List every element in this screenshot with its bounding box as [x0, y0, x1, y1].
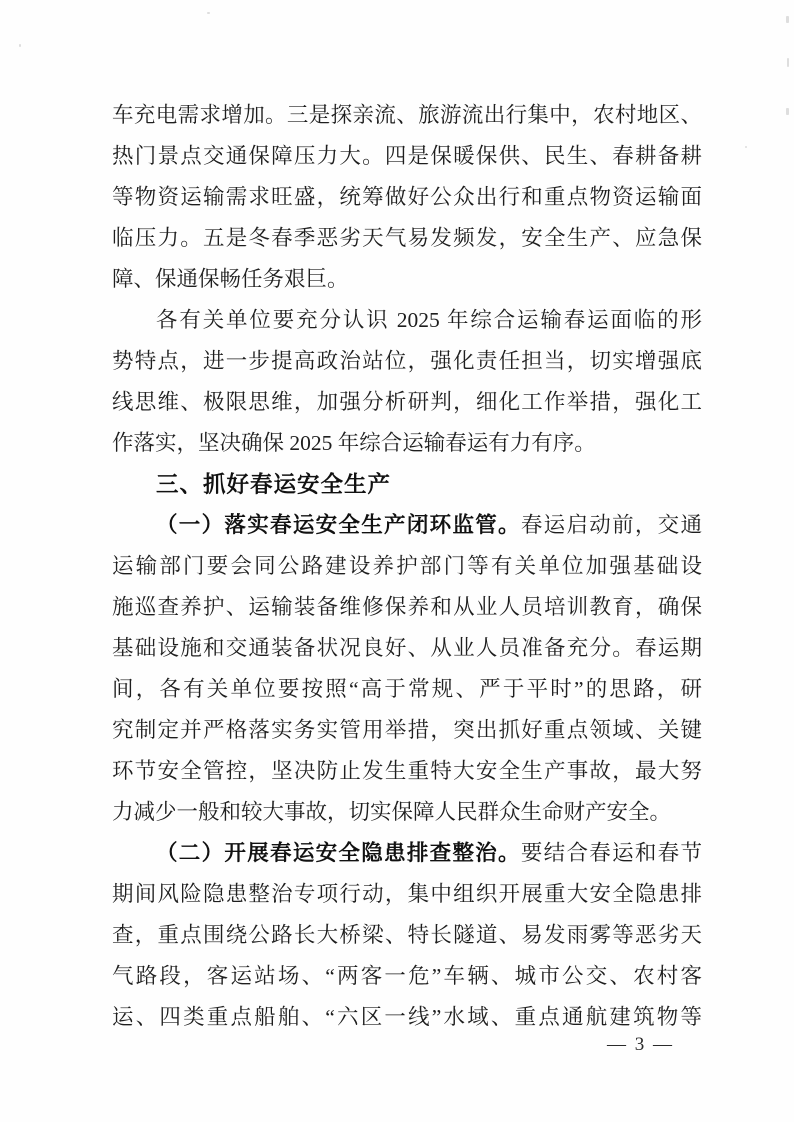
emphasis-text: （一）落实春运安全生产闭环监管。 [156, 513, 521, 537]
text-line [112, 587, 702, 628]
text-line [112, 751, 702, 792]
paragraph [112, 833, 702, 1038]
body-text: 期间风险隐患整治专项行动，集中组织开展重大安全隐患排 [112, 882, 702, 906]
text-line [112, 997, 702, 1038]
text-line [112, 628, 702, 669]
body-text: 气路段，客运站场、“两客一危”车辆、城市公交、农村客 [112, 964, 702, 988]
text-line [112, 546, 702, 587]
scan-speck [786, 16, 789, 23]
emphasis-text: （二）开展春运安全隐患排查整治。 [156, 841, 521, 865]
body-text: 等物资运输需求旺盛，统筹做好公众出行和重点物资运输面 [112, 185, 702, 209]
body-text: 临压力。五是冬春季恶劣天气易发频发，安全生产、应急保 [112, 226, 702, 250]
page-number: — 3 — [607, 1034, 674, 1055]
body-text: 障、保通保畅任务艰巨。 [112, 267, 349, 291]
text-line [112, 956, 702, 997]
text-line [112, 505, 702, 546]
text-line [112, 177, 702, 218]
text-line [112, 915, 702, 956]
body-text: 热门景点交通保障压力大。四是保暖保供、民生、春耕备耕 [112, 144, 702, 168]
text-line [112, 464, 702, 505]
text-line [112, 218, 702, 259]
body-text: 运输部门要会同公路建设养护部门等有关单位加强基础设 [112, 554, 702, 578]
body-text: 势特点，进一步提高政治站位，强化责任担当，切实增强底 [112, 349, 702, 373]
body-text: 究制定并严格落实务实管用举措，突出抓好重点领域、关键 [112, 718, 702, 742]
scan-speck [787, 58, 789, 67]
text-line [112, 382, 702, 423]
text-line [112, 710, 702, 751]
section-heading [112, 464, 702, 505]
document-body [112, 95, 702, 1038]
body-text: 力减少一般和较大事故，切实保障人民群众生命财产安全。 [112, 800, 672, 824]
paragraph [112, 95, 702, 300]
body-text: 环节安全管控，坚决防止发生重特大安全生产事故，最大努 [112, 759, 702, 783]
body-text: 间，各有关单位要按照“高于常规、严于平时”的思路，研 [112, 677, 702, 701]
text-line [112, 300, 702, 341]
body-text: 各有关单位要充分认识 2025 年综合运输春运面临的形 [156, 308, 702, 332]
text-line [112, 874, 702, 915]
body-text: 查，重点围绕公路长大桥梁、特长隧道、易发雨雾等恶劣天 [112, 923, 702, 947]
text-line [112, 833, 702, 874]
scan-speck [745, 146, 747, 148]
text-line [112, 341, 702, 382]
body-text: 车充电需求增加。三是探亲流、旅游流出行集中，农村地区、 [112, 103, 702, 127]
text-line [112, 423, 702, 464]
body-text: 运、四类重点船舶、“六区一线”水域、重点通航建筑物等 [112, 1005, 702, 1029]
text-line [112, 259, 702, 300]
body-text: 施巡查养护、运输装备维修保养和从业人员培训教育，确保 [112, 595, 702, 619]
body-text: 要结合春运和春节 [520, 841, 702, 865]
scan-speck [207, 12, 210, 14]
scan-speck [786, 108, 789, 115]
paragraph [112, 505, 702, 833]
body-text: 基础设施和交通装备状况良好、从业人员准备充分。春运期 [112, 636, 702, 660]
text-line [112, 136, 702, 177]
text-line [112, 792, 702, 833]
body-text: 春运启动前，交通 [520, 513, 702, 537]
emphasis-text: 三、抓好春运安全生产 [156, 472, 392, 497]
paragraph [112, 300, 702, 464]
text-line [112, 95, 702, 136]
body-text: 线思维、极限思维，加强分析研判，细化工作举措，强化工 [112, 390, 702, 414]
scan-speck [19, 44, 21, 47]
body-text: 作落实，坚决确保 2025 年综合运输春运有力有序。 [112, 431, 596, 455]
text-line [112, 669, 702, 710]
